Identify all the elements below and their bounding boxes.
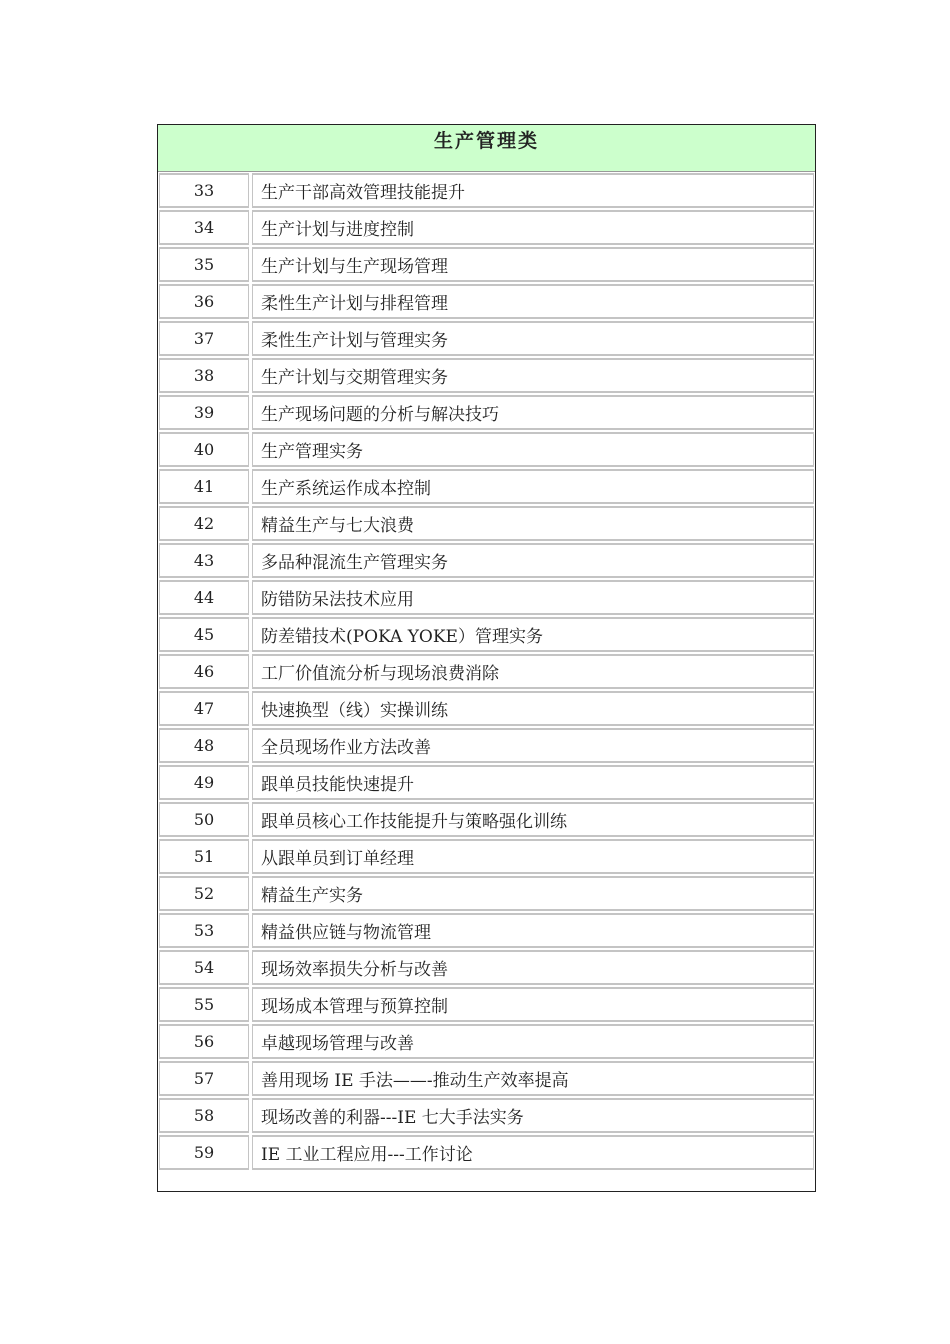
table-row: [158, 690, 815, 727]
table-row: [158, 912, 815, 949]
table-row: [158, 1097, 815, 1134]
course-number: 34: [159, 210, 249, 245]
table-row: [158, 431, 815, 468]
course-title: 生产系统运作成本控制: [252, 469, 814, 504]
table-row: [158, 986, 815, 1023]
table-row: [158, 209, 815, 246]
course-title: IE 工业工程应用---工作讨论: [252, 1135, 814, 1170]
table-row: [158, 505, 815, 542]
course-title: 现场成本管理与预算控制: [252, 987, 814, 1022]
course-number: 56: [159, 1024, 249, 1059]
table-row: [158, 579, 815, 616]
course-number: 54: [159, 950, 249, 985]
course-number: 45: [159, 617, 249, 652]
course-number: 40: [159, 432, 249, 467]
table-row: [158, 727, 815, 764]
table-row: [158, 838, 815, 875]
table-row: [158, 616, 815, 653]
course-title: 善用现场 IE 手法——-推动生产效率提高: [252, 1061, 814, 1096]
course-number: 47: [159, 691, 249, 726]
course-title: 生产干部高效管理技能提升: [252, 173, 814, 208]
table-row: [158, 394, 815, 431]
course-title: 柔性生产计划与排程管理: [252, 284, 814, 319]
table-body: [158, 172, 815, 1171]
course-number: 53: [159, 913, 249, 948]
course-title: 跟单员技能快速提升: [252, 765, 814, 800]
table-row: [158, 801, 815, 838]
course-title: 生产计划与进度控制: [252, 210, 814, 245]
table-row: [158, 283, 815, 320]
table-row: [158, 949, 815, 986]
course-number: 44: [159, 580, 249, 615]
course-title: 全员现场作业方法改善: [252, 728, 814, 763]
table-header: [158, 125, 815, 172]
course-title: 生产计划与生产现场管理: [252, 247, 814, 282]
course-number: 33: [159, 173, 249, 208]
course-title: 精益生产实务: [252, 876, 814, 911]
course-title: 多品种混流生产管理实务: [252, 543, 814, 578]
table-title: 生产管理类: [433, 130, 539, 152]
course-title: 生产现场问题的分析与解决技巧: [252, 395, 814, 430]
course-title: 生产计划与交期管理实务: [252, 358, 814, 393]
table-row: [158, 764, 815, 801]
course-number: 48: [159, 728, 249, 763]
course-title: 从跟单员到订单经理: [252, 839, 814, 874]
table-row: [158, 653, 815, 690]
course-number: 59: [159, 1135, 249, 1170]
table-row: [158, 246, 815, 283]
course-number: 57: [159, 1061, 249, 1096]
course-number: 58: [159, 1098, 249, 1133]
table-row: [158, 1060, 815, 1097]
course-title: 现场改善的利器---IE 七大手法实务: [252, 1098, 814, 1133]
course-title: 精益供应链与物流管理: [252, 913, 814, 948]
table-row: [158, 1023, 815, 1060]
table-row: [158, 1134, 815, 1171]
course-title: 跟单员核心工作技能提升与策略强化训练: [252, 802, 814, 837]
course-number: 51: [159, 839, 249, 874]
course-number: 50: [159, 802, 249, 837]
table-row: [158, 542, 815, 579]
course-number: 49: [159, 765, 249, 800]
course-table: [157, 124, 816, 1192]
course-title: 卓越现场管理与改善: [252, 1024, 814, 1059]
table-row: [158, 875, 815, 912]
course-title: 工厂价值流分析与现场浪费消除: [252, 654, 814, 689]
table-row: [158, 320, 815, 357]
course-number: 38: [159, 358, 249, 393]
course-number: 39: [159, 395, 249, 430]
course-title: 防差错技术(POKA YOKE）管理实务: [252, 617, 814, 652]
course-number: 52: [159, 876, 249, 911]
course-number: 36: [159, 284, 249, 319]
table-row: [158, 357, 815, 394]
course-title: 生产管理实务: [252, 432, 814, 467]
course-number: 41: [159, 469, 249, 504]
course-number: 43: [159, 543, 249, 578]
course-title: 防错防呆法技术应用: [252, 580, 814, 615]
course-number: 55: [159, 987, 249, 1022]
course-number: 46: [159, 654, 249, 689]
course-title: 精益生产与七大浪费: [252, 506, 814, 541]
course-number: 42: [159, 506, 249, 541]
course-number: 35: [159, 247, 249, 282]
table-row: [158, 172, 815, 209]
course-title: 柔性生产计划与管理实务: [252, 321, 814, 356]
course-title: 现场效率损失分析与改善: [252, 950, 814, 985]
table-row: [158, 468, 815, 505]
course-number: 37: [159, 321, 249, 356]
course-title: 快速换型（线）实操训练: [252, 691, 814, 726]
